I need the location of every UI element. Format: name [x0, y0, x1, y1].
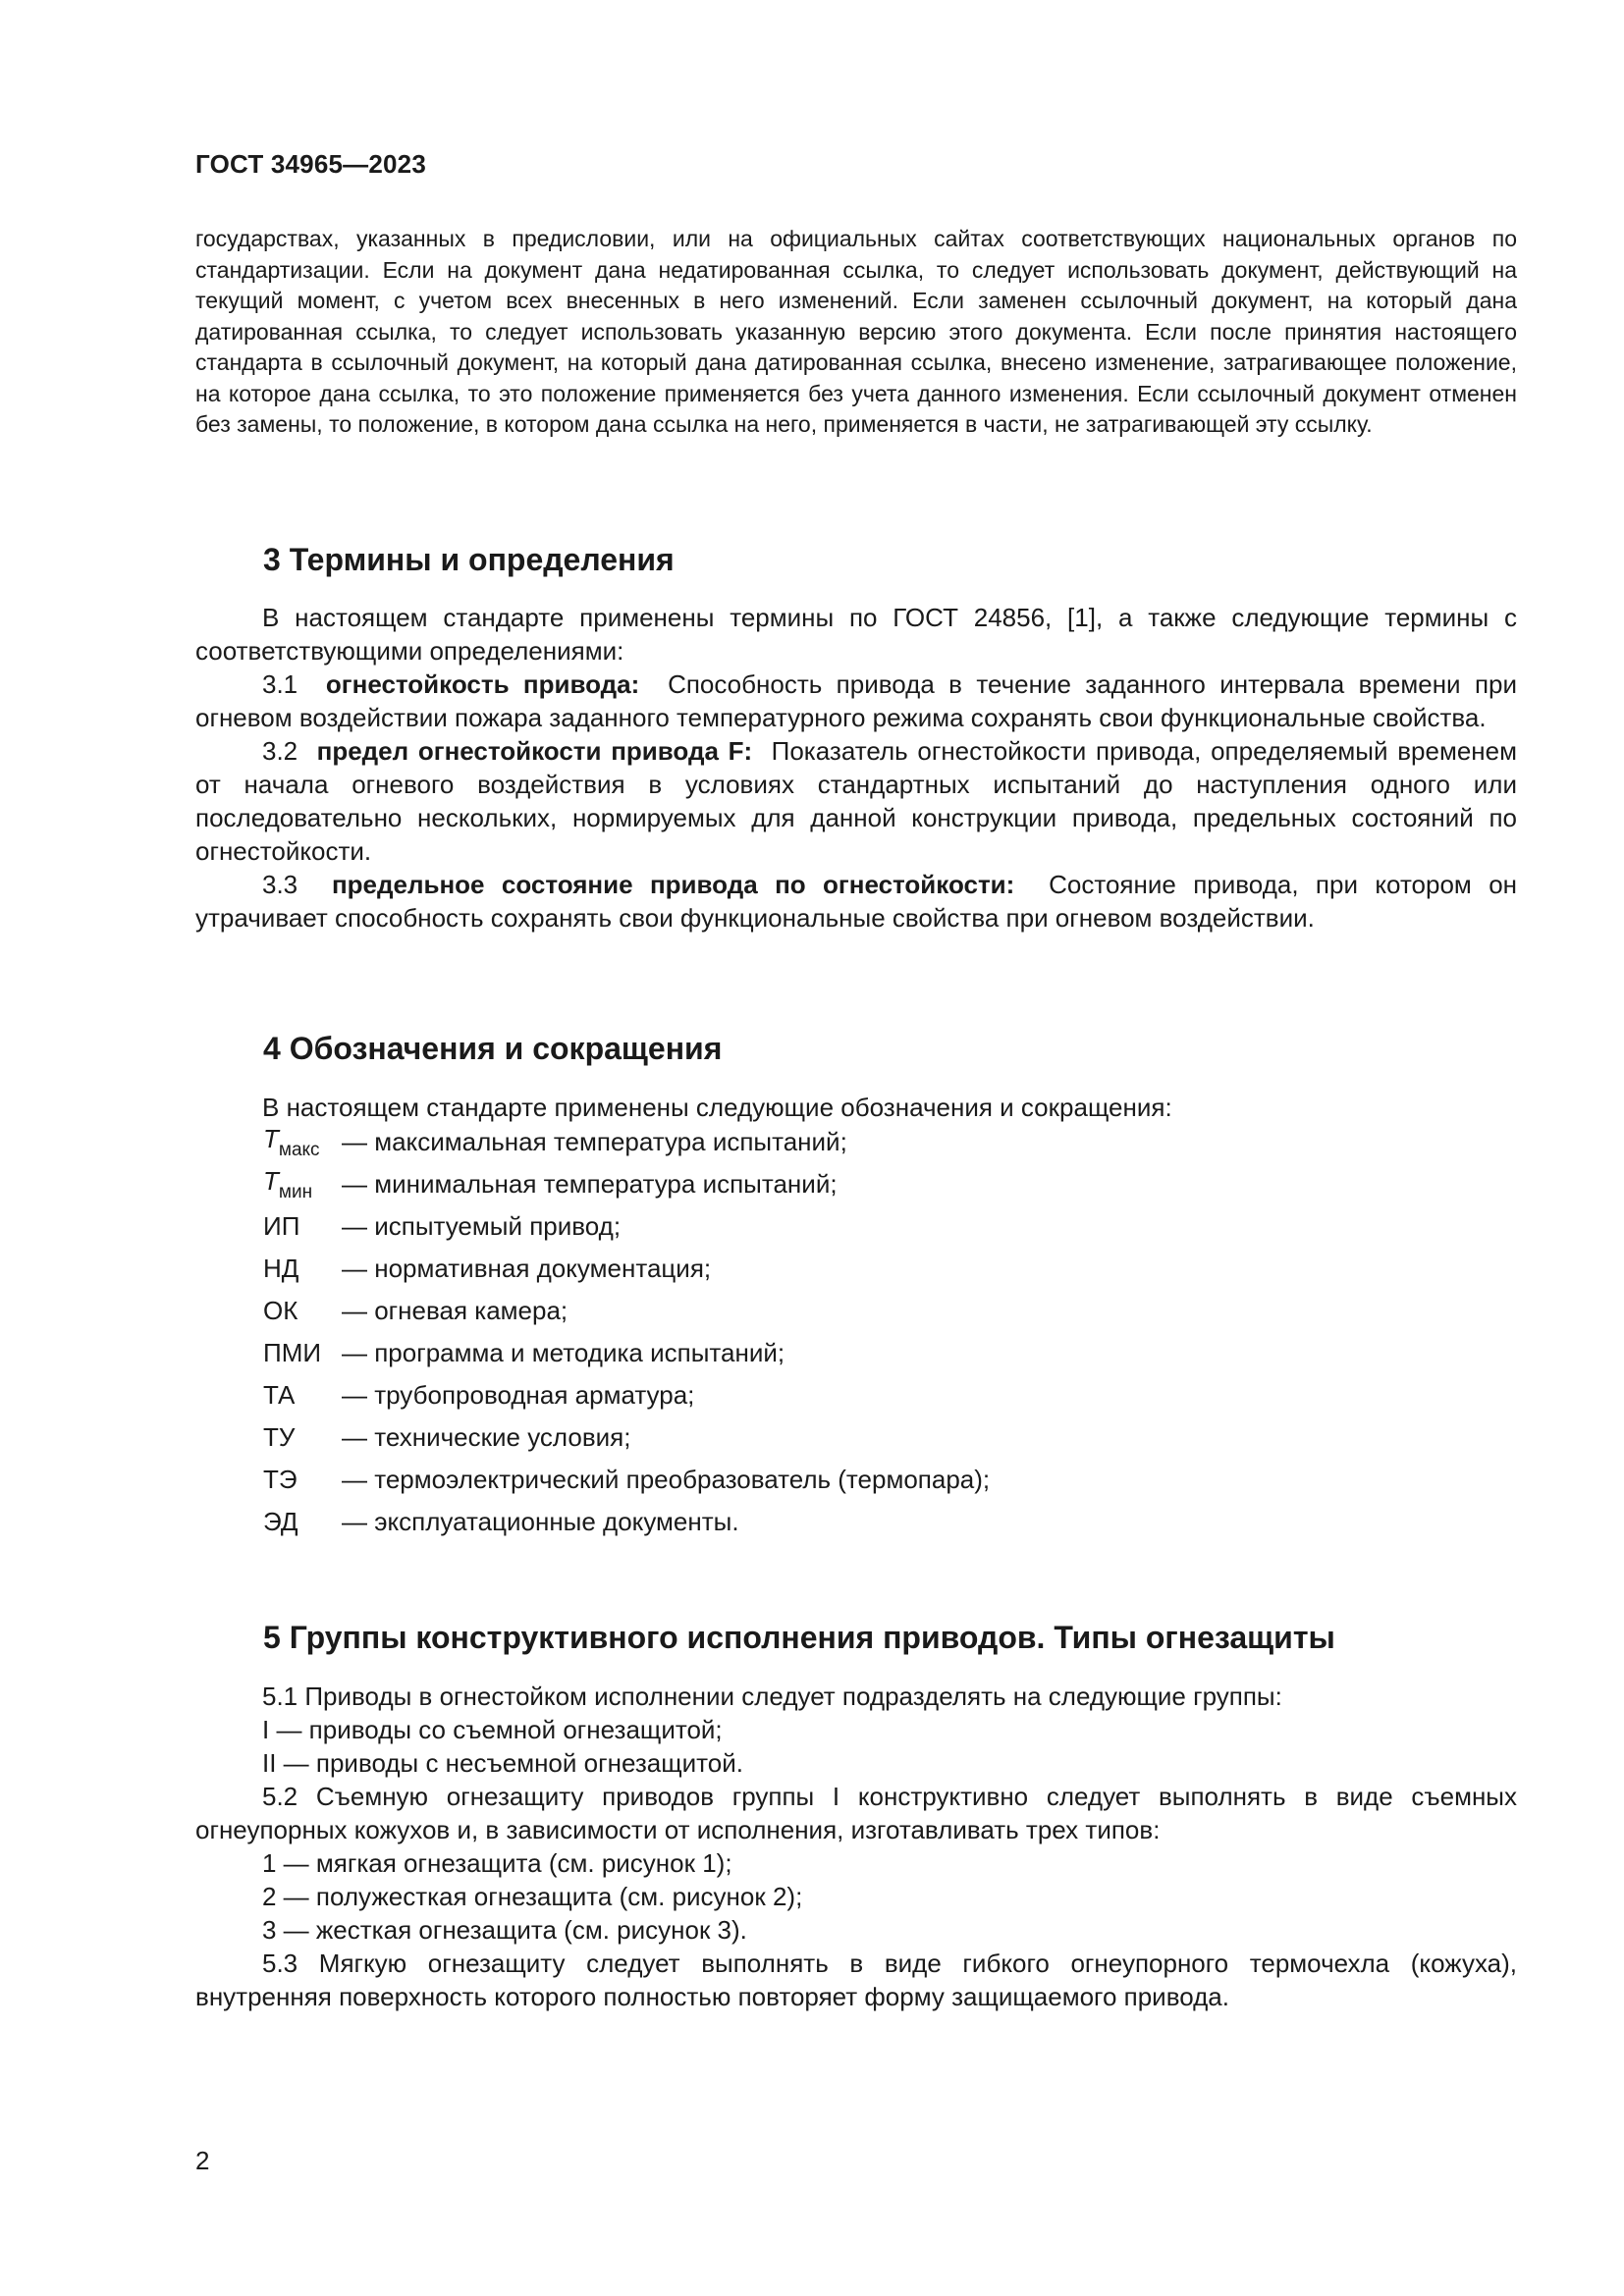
abbreviation-row: ОК — огневая камера;: [263, 1296, 568, 1325]
type-item: 1 — мягкая огнезащита (см. рисунок 1);: [262, 1848, 732, 1878]
section-4-heading: 4 Обозначения и сокращения: [263, 1031, 723, 1066]
term-3-3: 3.3 предельное состояние привода по огнестойкости: Состояние привода, при котором он утрачивает способность сохранять свои функциональные свойства при огневом воздействии.: [195, 870, 1518, 933]
type-item: 3 — жесткая огнезащита (см. рисунок 3).: [262, 1915, 747, 1945]
section-3-intro: В настоящем стандарте применены термины по ГОСТ 24856, [1], а также следующие термины с соответствующими определениями:: [195, 603, 1517, 666]
abbreviation-row: ЭД — эксплуатационные документы.: [263, 1507, 739, 1536]
type-item: 2 — полужесткая огнезащита (см. рисунок 2);: [262, 1882, 803, 1911]
section-3-body: [195, 601, 1517, 934]
abbreviation-row: ТЭ — термоэлектрический преобразователь (термопара);: [263, 1465, 991, 1494]
abbreviation-row: ИП — испытуемый привод;: [263, 1211, 622, 1241]
section-4-intro: В настоящем стандарте применены следующие обозначения и сокращения:: [262, 1093, 1172, 1122]
abbreviation-row: ПМИ — программа и методика испытаний;: [263, 1338, 785, 1367]
section-5-heading: 5 Группы конструктивного исполнения приводов. Типы огнезащиты: [263, 1620, 1335, 1655]
term-3-2: 3.2 предел огнестойкости привода F: Показатель огнестойкости привода, определяемый временем от начала огневого воздействия в условиях стандартных испытаний до наступления одного или последовательно нескольких, нормируемых для данной конструкции привода, предельных состояний по огнестойкости.: [195, 736, 1518, 866]
symbol-row: $T_{мин}$ — минимальная температура испытаний;: [263, 1165, 838, 1202]
section-3-heading: 3 Термины и определения: [263, 542, 675, 577]
group-item: II — приводы с несъемной огнезащитой.: [262, 1748, 743, 1778]
group-item: I — приводы со съемной огнезащитой;: [262, 1715, 723, 1744]
term-3-1: 3.1 огнестойкость привода: Способность привода в течение заданного интервала времени при огневом воздействии пожара заданного температурного режима сохранять свои функциональные свойства.: [195, 669, 1518, 732]
paragraph-5-2: 5.2 Съемную огнезащиту приводов группы I конструктивно следует выполнять в виде съемных огнеупорных кожухов и, в зависимости от исполнения, изготавливать трех типов:: [195, 1782, 1517, 1844]
abbreviation-row: ТУ — технические условия;: [263, 1422, 631, 1452]
symbol-row: $T_{макс}$ — максимальная температура испытаний;: [263, 1123, 847, 1160]
abbreviation-list: [263, 1121, 990, 1543]
document-code: ГОСТ 34965—2023: [195, 149, 426, 179]
section-5-body: [195, 1680, 1517, 2013]
section-4-intro-block: [195, 1091, 1517, 1124]
intro-paragraph: государствах, указанных в предисловии, или на официальных сайтах соответствующих национальных органов по стандартизации. Если на документ дана недатированная ссылка, то следует использовать документ, действующий на текущий момент, с учетом всех внесенных в него изменений. Если заменен ссылочный документ, на который дана датированная ссылка, то следует использовать указанную версию этого документа. Если после принятия настоящего стандарта в ссылочный документ, на который дана датированная ссылка, внесено изменение, затрагивающее положение, на которое дана ссылка, то это положение применяется без учета данного изменения. Если ссылочный документ отменен без замены, то положение, в котором дана ссылка на него, применяется в части, не затрагивающей эту ссылку.: [195, 226, 1517, 437]
page-number: 2: [195, 2146, 210, 2175]
paragraph-5-1: 5.1 Приводы в огнестойком исполнении следует подразделять на следующие группы:: [262, 1682, 1282, 1711]
abbreviation-row: ТА — трубопроводная арматура;: [263, 1380, 695, 1410]
paragraph-5-3: 5.3 Мягкую огнезащиту следует выполнять в виде гибкого огнеупорного термочехла (кожуха), внутренняя поверхность которого полностью повторяет форму защищаемого привода.: [195, 1949, 1517, 2011]
abbreviation-row: НД — нормативная документация;: [263, 1254, 712, 1283]
